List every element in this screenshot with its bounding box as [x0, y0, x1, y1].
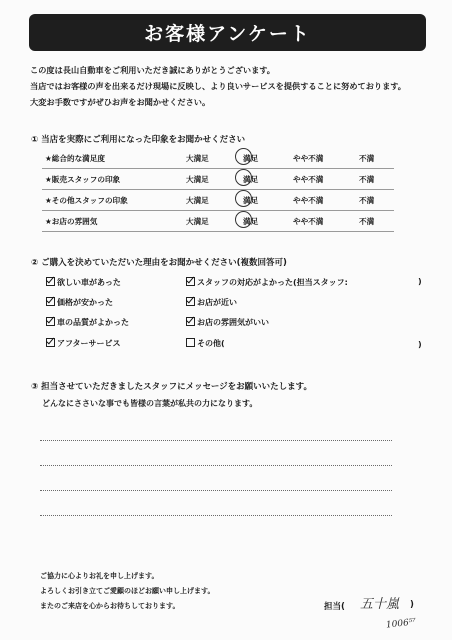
message-line[interactable] [40, 440, 392, 441]
reason-label: 車の品質がよかった [57, 318, 129, 327]
q1-row [42, 170, 394, 190]
scale-satisfied[interactable]: 満足 [243, 217, 259, 226]
close-paren: ) [418, 340, 422, 349]
serial-number: 1006⁵⁷ [385, 617, 417, 631]
scale-dissatisfied[interactable]: 不満 [359, 217, 375, 226]
reason-label: 欲しい車があった [57, 278, 121, 287]
scale-somewhat-dissatisfied[interactable]: やや不満 [293, 196, 324, 205]
footer-line-1: ご協力に心よりお礼を申し上げます。 [40, 572, 159, 580]
reason-label: スタッフの対応がよかった(担当スタッフ: [197, 278, 348, 287]
q3-heading: ③ 担当させていただきましたスタッフにメッセージをお願いいたします。 [31, 382, 312, 392]
checkbox[interactable] [46, 338, 55, 347]
q1-heading: ① 当店を実際にご利用になった印象をお聞かせください [31, 135, 246, 145]
reason-label: お店が近い [197, 298, 237, 307]
scale-somewhat-dissatisfied[interactable]: やや不満 [293, 175, 324, 184]
intro-line-2: 当店ではお客様の声を出来るだけ現場に反映し、より良いサービスを提供することに努めております。 [30, 81, 406, 91]
scale-very-satisfied[interactable]: 大満足 [186, 217, 209, 226]
reason-label: お店の雰囲気がいい [197, 318, 269, 327]
reason-option[interactable] [186, 297, 237, 308]
q1-row-label: ★販売スタッフの印象 [45, 175, 121, 184]
checkbox[interactable] [186, 277, 195, 286]
q1-row-label: ★お店の雰囲気 [45, 217, 98, 226]
reason-label: 価格が安かった [57, 298, 113, 307]
scale-very-satisfied[interactable]: 大満足 [186, 196, 209, 205]
footer-line-2: よろしくお引き立てご愛顧のほどお願い申し上げます。 [40, 587, 215, 595]
message-line[interactable] [40, 465, 392, 466]
intro-line-3: 大変お手数ですがぜひお声をお聞かせください。 [30, 97, 211, 107]
checkbox[interactable] [46, 317, 55, 326]
reason-option[interactable] [46, 317, 129, 328]
scale-somewhat-dissatisfied[interactable]: やや不満 [293, 154, 324, 163]
scale-dissatisfied[interactable]: 不満 [359, 154, 375, 163]
checkbox[interactable] [46, 277, 55, 286]
reason-label: その他( [197, 339, 225, 348]
q1-row-label: ★総合的な満足度 [45, 154, 105, 163]
q1-row [42, 149, 394, 169]
checkbox[interactable] [186, 317, 195, 326]
staff-name-handwritten[interactable]: 五十嵐 [360, 597, 400, 612]
scale-satisfied[interactable]: 満足 [243, 154, 259, 163]
staff-close-paren: ) [410, 600, 414, 610]
checkbox[interactable] [186, 297, 195, 306]
reason-option[interactable] [46, 297, 113, 308]
scale-very-satisfied[interactable]: 大満足 [186, 154, 209, 163]
message-line[interactable] [40, 515, 392, 516]
scale-dissatisfied[interactable]: 不満 [359, 196, 375, 205]
close-paren: ) [418, 277, 422, 286]
survey-title: お客様アンケート [29, 14, 426, 51]
scale-satisfied[interactable]: 満足 [243, 175, 259, 184]
q2-heading: ② ご購入を決めていただいた理由をお聞かせください(複数回答可) [31, 258, 287, 268]
checkbox[interactable] [46, 297, 55, 306]
scale-somewhat-dissatisfied[interactable]: やや不満 [293, 217, 324, 226]
message-line[interactable] [40, 490, 392, 491]
staff-label: 担当( [324, 602, 345, 612]
q1-row [42, 191, 394, 211]
scale-dissatisfied[interactable]: 不満 [359, 175, 375, 184]
reason-option[interactable] [46, 338, 120, 349]
reason-label: アフターサービス [57, 339, 121, 348]
scale-very-satisfied[interactable]: 大満足 [186, 175, 209, 184]
q1-row [42, 212, 394, 232]
reason-option[interactable] [46, 277, 121, 288]
q1-row-label: ★その他スタッフの印象 [45, 196, 128, 205]
footer-line-3: またのご来店を心からお待ちしております。 [40, 602, 180, 610]
q3-subtext: どんなにささいな事でも皆様の言葉が私共の力になります。 [42, 399, 258, 408]
reason-option[interactable] [186, 277, 348, 288]
scale-satisfied[interactable]: 満足 [243, 196, 259, 205]
intro-line-1: この度は長山自動車をご利用いただき誠にありがとうございます。 [30, 65, 275, 75]
reason-option[interactable] [186, 317, 269, 328]
reason-option[interactable] [186, 338, 225, 349]
checkbox[interactable] [186, 338, 195, 347]
